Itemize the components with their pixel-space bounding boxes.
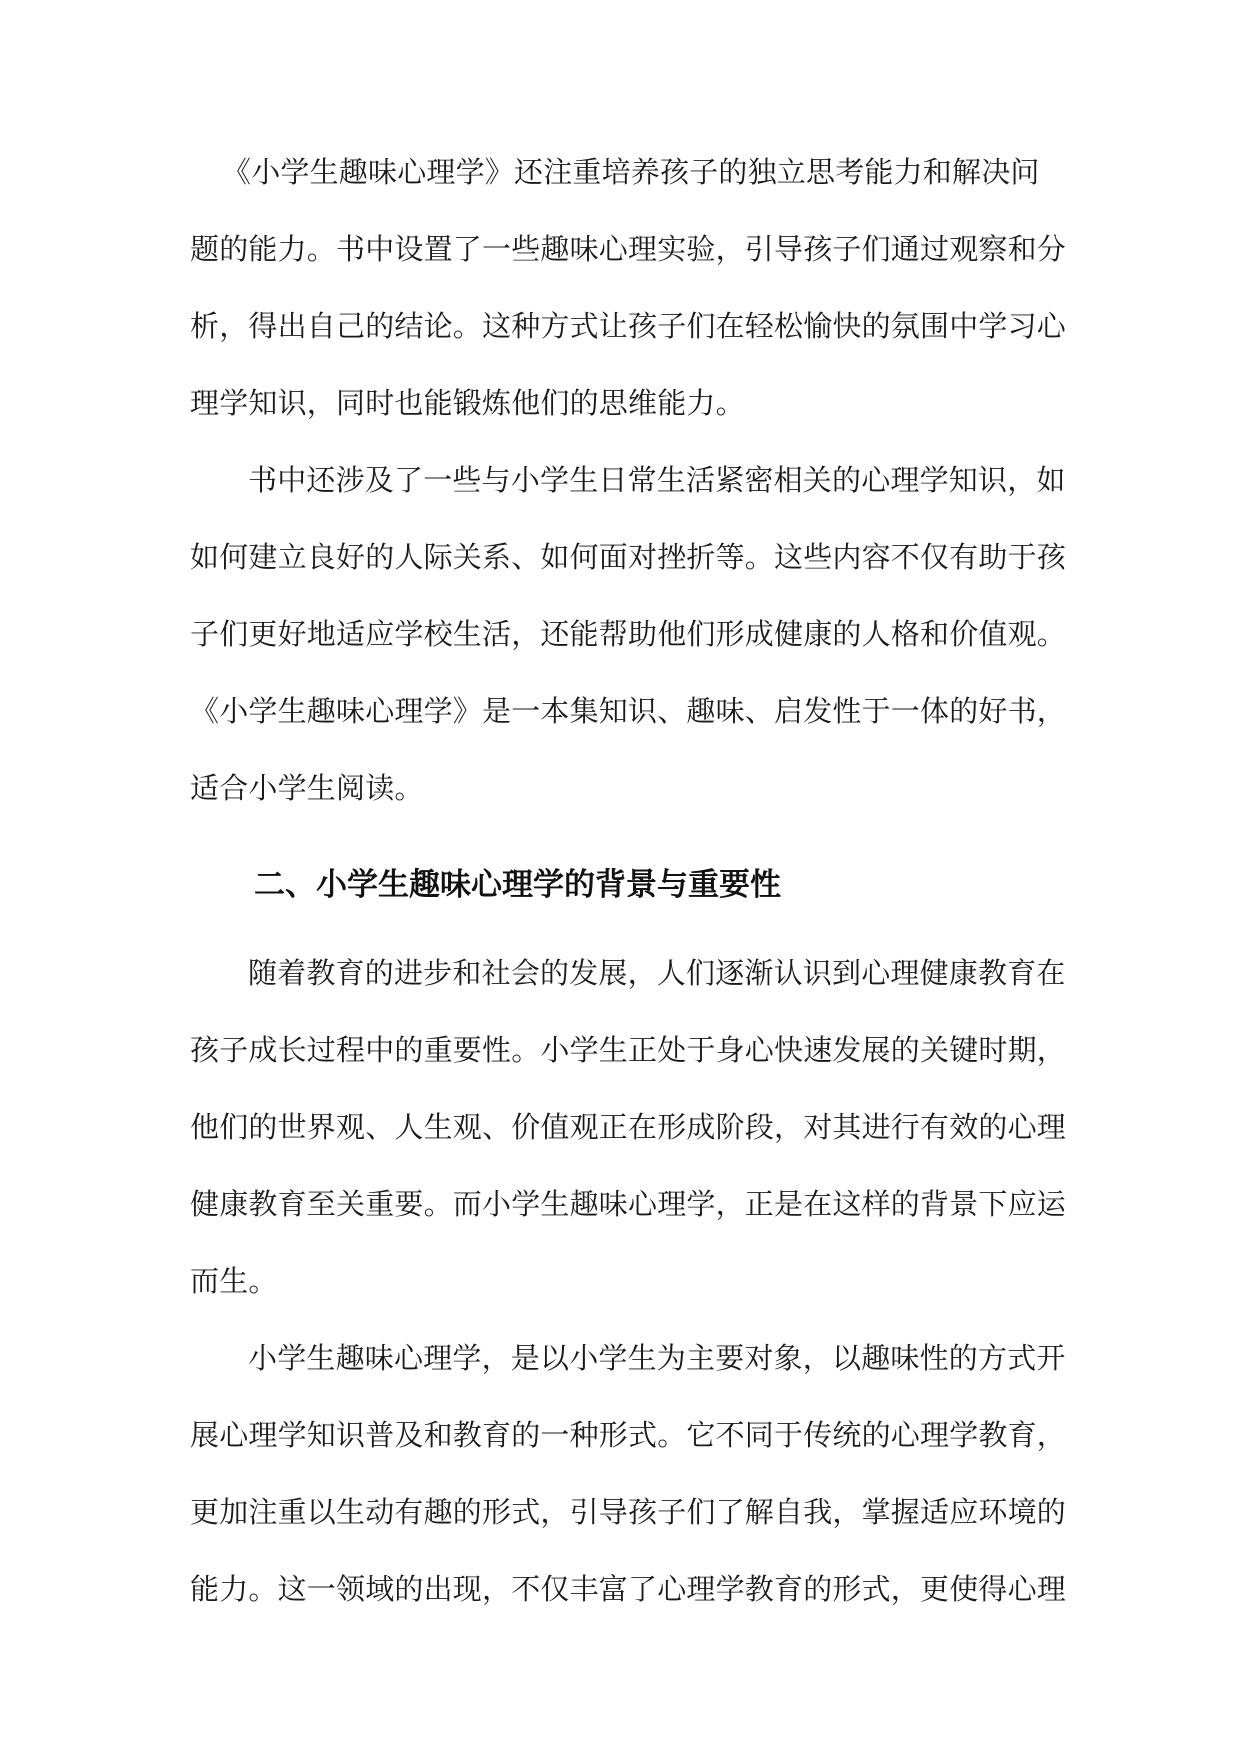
section-paragraph-1-line-1: 随着教育的进步和社会的发展，人们逐渐认识到心理健康教育在 xyxy=(248,956,1066,990)
paragraph-2-line-1: 书中还涉及了一些与小学生日常生活紧密相关的心理学知识，如 xyxy=(248,463,1066,497)
section-paragraph-1-line-5: 而生。 xyxy=(190,1264,278,1298)
paragraph-1-line-4: 理学知识，同时也能锻炼他们的思维能力。 xyxy=(190,386,745,420)
section-paragraph-2-line-4: 能力。这一领域的出现，不仅丰富了心理学教育的形式，更使得心理 xyxy=(190,1572,1067,1606)
section-paragraph-1-line-2: 孩子成长过程中的重要性。小学生正处于身心快速发展的关键时期， xyxy=(190,1033,1067,1067)
section-paragraph-2-line-1: 小学生趣味心理学，是以小学生为主要对象，以趣味性的方式开 xyxy=(248,1341,1066,1375)
paragraph-2-line-5: 适合小学生阅读。 xyxy=(190,771,424,805)
section-paragraph-1-line-4: 健康教育至关重要。而小学生趣味心理学，正是在这样的背景下应运 xyxy=(190,1187,1067,1221)
paragraph-2-line-3: 子们更好地适应学校生活，还能帮助他们形成健康的人格和价值观。 xyxy=(190,617,1067,651)
section-paragraph-1-line-3: 他们的世界观、人生观、价值观正在形成阶段，对其进行有效的心理 xyxy=(190,1110,1067,1144)
paragraph-1-line-3: 析，得出自己的结论。这种方式让孩子们在轻松愉快的氛围中学习心 xyxy=(190,309,1067,343)
paragraph-1-line-1: 《小学生趣味心理学》还注重培养孩子的独立思考能力和解决问 xyxy=(222,155,1040,189)
section-paragraph-2-line-2: 展心理学知识普及和教育的一种形式。它不同于传统的心理学教育， xyxy=(190,1418,1067,1452)
section-heading: 二、小学生趣味心理学的背景与重要性 xyxy=(254,867,781,903)
paragraph-2-line-2: 如何建立良好的人际关系、如何面对挫折等。这些内容不仅有助于孩 xyxy=(190,540,1067,574)
section-paragraph-2-line-3: 更加注重以生动有趣的形式，引导孩子们了解自我，掌握适应环境的 xyxy=(190,1495,1067,1529)
paragraph-2-line-4: 《小学生趣味心理学》是一本集知识、趣味、启发性于一体的好书， xyxy=(190,694,1067,728)
paragraph-1-line-2: 题的能力。书中设置了一些趣味心理实验，引导孩子们通过观察和分 xyxy=(190,232,1067,266)
